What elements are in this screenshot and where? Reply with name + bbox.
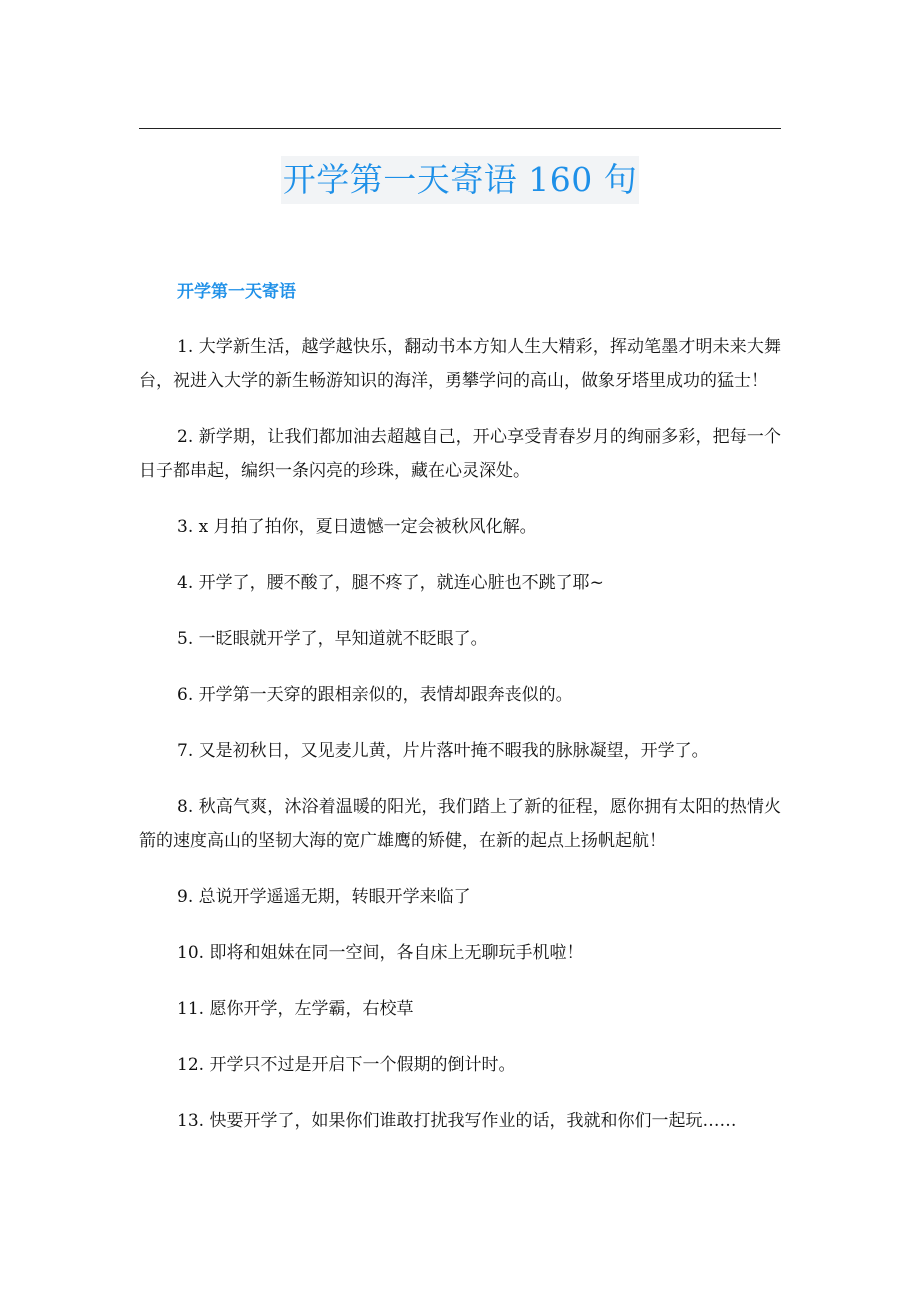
paragraph-5: 5. 一眨眼就开学了，早知道就不眨眼了。	[177, 629, 488, 649]
paragraph-9: 9. 总说开学遥遥无期，转眼开学来临了	[177, 887, 471, 907]
paragraph-4: 4. 开学了，腰不酸了，腿不疼了，就连心脏也不跳了耶~	[177, 573, 604, 593]
paragraph-7: 7. 又是初秋日，又见麦儿黄，片片落叶掩不暇我的脉脉凝望，开学了。	[177, 741, 709, 761]
section-heading: 开学第一天寄语	[177, 282, 296, 302]
paragraph-12: 12. 开学只不过是开启下一个假期的倒计时。	[177, 1055, 516, 1075]
paragraph-11: 11. 愿你开学，左学霸，右校草	[177, 999, 414, 1019]
paragraph-8: 8. 秋高气爽，沐浴着温暖的阳光，我们踏上了新的征程，愿你拥有太阳的热情火箭的速度高山的坚韧大海的宽广雄鹰的矫健，在新的起点上扬帆起航！	[139, 797, 781, 851]
document-title: 开学第一天寄语 160 句	[281, 156, 639, 204]
paragraph-2: 2. 新学期，让我们都加油去超越自己，开心享受青春岁月的绚丽多彩，把每一个日子都串起，编织一条闪亮的珍珠，藏在心灵深处。	[139, 427, 781, 481]
title-container	[0, 156, 920, 204]
paragraph-6: 6. 开学第一天穿的跟相亲似的，表情却跟奔丧似的。	[177, 685, 573, 705]
paragraph-1: 1. 大学新生活，越学越快乐，翻动书本方知人生大精彩，挥动笔墨才明未来大舞台，祝进入大学的新生畅游知识的海洋，勇攀学问的高山，做象牙塔里成功的猛士！	[139, 337, 781, 391]
paragraph-10: 10. 即将和姐妹在同一空间，各自床上无聊玩手机啦！	[177, 943, 584, 963]
paragraph-list	[139, 330, 781, 1160]
paragraph-3: 3. x 月拍了拍你，夏日遗憾一定会被秋风化解。	[177, 517, 537, 537]
paragraph-13: 13. 快要开学了，如果你们谁敢打扰我写作业的话，我就和你们一起玩……	[177, 1111, 737, 1131]
header-rule	[139, 128, 781, 129]
